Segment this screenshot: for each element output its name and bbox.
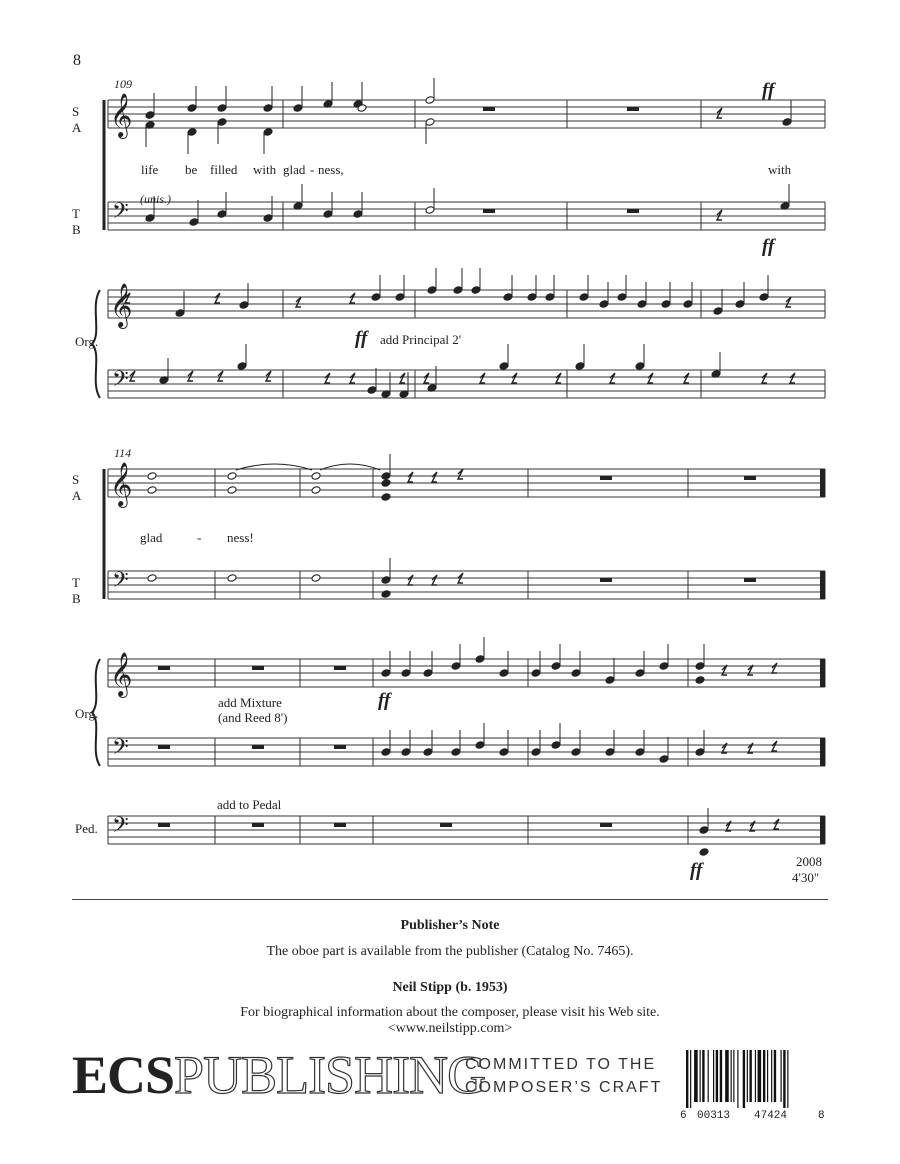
barcode-bar xyxy=(716,1050,718,1102)
rest-eighth xyxy=(350,373,355,383)
composer-url[interactable]: <www.neilstipp.com> xyxy=(387,1021,513,1036)
treble-clef-icon: 𝄞 xyxy=(110,93,133,137)
note-organ-chord xyxy=(695,676,705,685)
note-organ-bass xyxy=(635,362,645,371)
note-organ xyxy=(683,300,693,309)
note-organ-bass xyxy=(605,748,615,757)
barcode-bar xyxy=(755,1050,756,1102)
note-tenor xyxy=(263,214,273,223)
note-organ-bass xyxy=(571,748,581,757)
composition-year: 2008 xyxy=(796,854,822,869)
note-organ-chord xyxy=(695,748,705,757)
note-organ xyxy=(713,307,723,316)
rest-quarter xyxy=(717,210,722,220)
barcode-group-2: 47424 xyxy=(754,1110,788,1122)
note-organ xyxy=(371,293,381,302)
note-organ xyxy=(401,669,411,678)
note-alto-half xyxy=(425,118,435,127)
rest-whole xyxy=(627,107,639,111)
rest-eighth xyxy=(610,373,615,383)
note-organ xyxy=(617,293,627,302)
note-soprano xyxy=(217,104,227,113)
rest-whole xyxy=(627,209,639,213)
barcode-group-1: 00313 xyxy=(697,1110,731,1122)
note-organ xyxy=(659,662,669,671)
barcode-bar xyxy=(708,1050,709,1102)
barcode-bar xyxy=(774,1050,776,1102)
rest-eighth xyxy=(648,373,653,383)
barcode-bar xyxy=(767,1050,768,1102)
rest-eighth xyxy=(215,293,220,303)
note-organ xyxy=(579,293,589,302)
note-organ xyxy=(635,669,645,678)
note-whole xyxy=(147,472,157,481)
rest-eighth xyxy=(400,373,405,383)
barcode-bar xyxy=(747,1050,748,1102)
tagline-line-2: COMPOSER’S CRAFT xyxy=(465,1079,663,1096)
barcode-bar xyxy=(737,1050,738,1108)
treble-clef-icon: 𝄞 xyxy=(110,652,133,696)
treble-clef-icon: 𝄞 xyxy=(110,283,133,327)
rest-whole xyxy=(158,666,170,670)
rest-eighth xyxy=(480,373,485,383)
rest-quarter xyxy=(296,297,301,307)
note-organ xyxy=(551,662,561,671)
rest-quarter xyxy=(772,741,777,751)
note-tenor xyxy=(189,218,199,227)
note-organ xyxy=(395,293,405,302)
rest-whole xyxy=(158,745,170,749)
rest-quarter xyxy=(774,819,779,829)
organ-instruction-reed: (and Reed 8') xyxy=(218,710,288,725)
bass-clef-icon: 𝄢 xyxy=(112,735,129,765)
unis-marking: (unis.) xyxy=(140,192,171,206)
tagline-line-1: COMMITTED TO THE xyxy=(465,1056,657,1073)
label-bass-2: B xyxy=(72,591,81,606)
lyric-with: with xyxy=(253,162,277,177)
label-organ-2: Org. xyxy=(75,706,99,721)
note-organ xyxy=(427,286,437,295)
note-organ xyxy=(175,309,185,318)
publishers-note-text: The oboe part is available from the publisher (Catalog No. 7465). xyxy=(266,944,634,959)
note-whole xyxy=(147,486,157,495)
page-number: 8 xyxy=(73,52,81,69)
note-tenor xyxy=(323,210,333,219)
rest-eighth xyxy=(512,373,517,383)
note-organ xyxy=(451,662,461,671)
dynamic-ff-organ: ff xyxy=(355,328,368,349)
note-tenor xyxy=(145,214,155,223)
barcode-bar xyxy=(771,1050,772,1102)
lyric-life: life xyxy=(141,162,159,177)
note-organ-bass xyxy=(401,748,411,757)
publishers-note-heading: Publisher’s Note xyxy=(400,918,500,933)
label-soprano: S xyxy=(72,104,80,119)
dynamic-ff-organ-2: ff xyxy=(378,690,391,711)
note-organ-bass xyxy=(659,755,669,764)
note-organ xyxy=(661,300,671,309)
label-tenor-2: T xyxy=(72,575,80,590)
rest-whole xyxy=(334,745,346,749)
note-organ xyxy=(423,669,433,678)
bass-clef-icon: 𝄢 xyxy=(112,813,129,843)
barcode-bar xyxy=(713,1050,714,1102)
barcode-bar xyxy=(783,1050,785,1108)
final-barline xyxy=(820,571,825,599)
rest-eighth xyxy=(432,472,437,482)
barcode-bar xyxy=(758,1050,762,1102)
rest-eighth xyxy=(408,575,413,585)
rest-whole xyxy=(483,107,495,111)
note-organ-bass xyxy=(499,748,509,757)
rest-eighth xyxy=(556,373,561,383)
note-organ xyxy=(605,676,615,685)
note-whole xyxy=(227,574,237,583)
barcode-bar xyxy=(763,1050,765,1102)
lyric-with-2: with xyxy=(768,162,792,177)
dynamic-ff-tb: ff xyxy=(762,236,775,257)
rest-eighth xyxy=(218,371,223,381)
note-tenor-half xyxy=(425,206,435,215)
lyric-glad-2: glad xyxy=(140,530,163,545)
label-alto: A xyxy=(72,120,82,135)
rest-whole xyxy=(600,476,612,480)
rest-whole xyxy=(334,666,346,670)
lyric-ness: ness, xyxy=(318,162,344,177)
barcode-bar xyxy=(749,1050,751,1102)
note-organ xyxy=(239,301,249,310)
note-organ xyxy=(453,286,463,295)
note-organ xyxy=(503,293,513,302)
duration: 4'30" xyxy=(792,870,820,885)
lyric-hyphen-2: - xyxy=(197,530,202,545)
barcode-bar xyxy=(733,1050,734,1102)
note-whole xyxy=(227,472,237,481)
rest-eighth xyxy=(130,371,135,381)
barcode-bar xyxy=(731,1050,732,1102)
note-organ xyxy=(571,669,581,678)
divider-rule xyxy=(72,899,828,900)
rest-eighth xyxy=(350,293,355,303)
note-organ xyxy=(759,293,769,302)
note-whole xyxy=(147,574,157,583)
lyric-be: be xyxy=(185,162,198,177)
rest-whole xyxy=(252,745,264,749)
note-organ-bass xyxy=(423,748,433,757)
final-barline xyxy=(820,738,825,766)
final-barline xyxy=(820,659,825,687)
note-organ xyxy=(475,655,485,664)
rest-whole xyxy=(600,823,612,827)
label-organ: Org. xyxy=(75,334,99,349)
note-chord xyxy=(381,493,391,502)
ecs-publishing-logo: ECSPUBLISHING xyxy=(72,1045,486,1105)
note-alto xyxy=(263,128,273,137)
dynamic-ff-sa: ff xyxy=(762,80,775,101)
barcode-digit-last: 8 xyxy=(818,1110,825,1122)
note-organ xyxy=(637,300,647,309)
note-tenor xyxy=(353,210,363,219)
barcode-bar xyxy=(700,1050,701,1102)
rest-quarter xyxy=(717,108,722,118)
rest-whole xyxy=(440,823,452,827)
rest-whole xyxy=(483,209,495,213)
note-organ xyxy=(599,300,609,309)
rest-quarter xyxy=(458,469,463,479)
barcode-bar xyxy=(686,1050,688,1108)
note-organ-bass xyxy=(531,748,541,757)
note-whole xyxy=(311,472,321,481)
rest-whole xyxy=(600,578,612,582)
rest-eighth xyxy=(684,373,689,383)
note-organ-bass xyxy=(575,362,585,371)
note-soprano xyxy=(293,104,303,113)
pedal-instruction: add to Pedal xyxy=(217,797,282,812)
label-tenor: T xyxy=(72,206,80,221)
lyric-ness-2: ness! xyxy=(227,530,254,545)
rest-quarter xyxy=(772,663,777,673)
note-organ-bass xyxy=(237,362,247,371)
tagline xyxy=(465,1053,662,1099)
note-organ-bass xyxy=(551,741,561,750)
note-organ xyxy=(499,669,509,678)
rest-eighth xyxy=(408,472,413,482)
note-soprano xyxy=(263,104,273,113)
barcode-bar xyxy=(743,1050,745,1108)
organ-instruction-principal: add Principal 2' xyxy=(380,332,462,347)
note-organ-bass xyxy=(499,362,509,371)
note-organ-bass xyxy=(381,748,391,757)
barcode-bar xyxy=(694,1050,698,1102)
barcode-bar xyxy=(702,1050,704,1102)
rest-eighth xyxy=(188,371,193,381)
barcode-bar xyxy=(725,1050,729,1102)
note-soprano xyxy=(782,118,792,127)
bass-clef-icon: 𝄢 xyxy=(112,199,129,229)
note-chord xyxy=(381,590,391,599)
barcode-bar xyxy=(781,1050,782,1102)
label-bass: B xyxy=(72,222,81,237)
barcode-bar xyxy=(720,1050,722,1102)
note-chord xyxy=(381,472,391,481)
bass-clef-icon: 𝄢 xyxy=(112,568,129,598)
note-organ-bass xyxy=(475,741,485,750)
note-tenor xyxy=(217,210,227,219)
note-pedal xyxy=(699,826,709,835)
rest-quarter xyxy=(786,297,791,307)
note-organ-chord xyxy=(695,662,705,671)
final-barline xyxy=(820,816,825,844)
measure-number-114: 114 xyxy=(114,446,132,460)
note-pedal xyxy=(699,848,709,857)
rest-whole xyxy=(334,823,346,827)
rest-eighth xyxy=(432,575,437,585)
lyric-filled: filled xyxy=(210,162,238,177)
composer-heading: Neil Stipp (b. 1953) xyxy=(392,980,508,995)
rest-whole xyxy=(744,476,756,480)
note-alto xyxy=(217,118,227,127)
measure-number-109: 109 xyxy=(114,77,132,91)
label-alto-2: A xyxy=(72,488,82,503)
rest-eighth xyxy=(266,371,271,381)
note-organ-bass xyxy=(451,748,461,757)
treble-clef-icon: 𝄞 xyxy=(110,462,133,506)
note-alto xyxy=(187,128,197,137)
note-whole xyxy=(227,486,237,495)
note-whole xyxy=(311,486,321,495)
note-chord xyxy=(381,576,391,585)
note-organ xyxy=(735,300,745,309)
rest-eighth xyxy=(424,373,429,383)
rest-whole xyxy=(252,823,264,827)
note-chord xyxy=(381,479,391,488)
note-whole xyxy=(311,574,321,583)
final-barline xyxy=(820,469,825,497)
lyric-glad: glad xyxy=(283,162,306,177)
composer-bio-text: For biographical information about the composer, please visit his Web site. xyxy=(240,1005,660,1020)
lyric-hyphen: - xyxy=(310,162,315,177)
dynamic-ff-pedal: ff xyxy=(690,860,703,881)
note-organ xyxy=(527,293,537,302)
note-organ-bass xyxy=(635,748,645,757)
rest-whole xyxy=(744,578,756,582)
label-soprano-2: S xyxy=(72,472,80,487)
note-organ xyxy=(545,293,555,302)
note-organ-bass xyxy=(367,386,377,395)
note-soprano xyxy=(145,111,155,120)
label-pedal: Ped. xyxy=(75,821,98,836)
note-soprano-half xyxy=(425,96,435,105)
note-organ xyxy=(381,669,391,678)
rest-eighth xyxy=(762,373,767,383)
barcode-bar xyxy=(690,1050,691,1108)
rest-eighth xyxy=(790,373,795,383)
note-soprano xyxy=(187,104,197,113)
note-organ xyxy=(531,669,541,678)
barcode-digit-first: 6 xyxy=(680,1110,687,1122)
barcode-icon xyxy=(678,1050,828,1108)
organ-instruction-mixture: add Mixture xyxy=(218,695,282,710)
rest-whole xyxy=(252,666,264,670)
note-organ xyxy=(471,286,481,295)
bass-clef-icon: 𝄢 xyxy=(112,367,129,397)
rest-whole xyxy=(158,823,170,827)
rest-eighth xyxy=(325,373,330,383)
barcode-bar xyxy=(787,1050,788,1108)
